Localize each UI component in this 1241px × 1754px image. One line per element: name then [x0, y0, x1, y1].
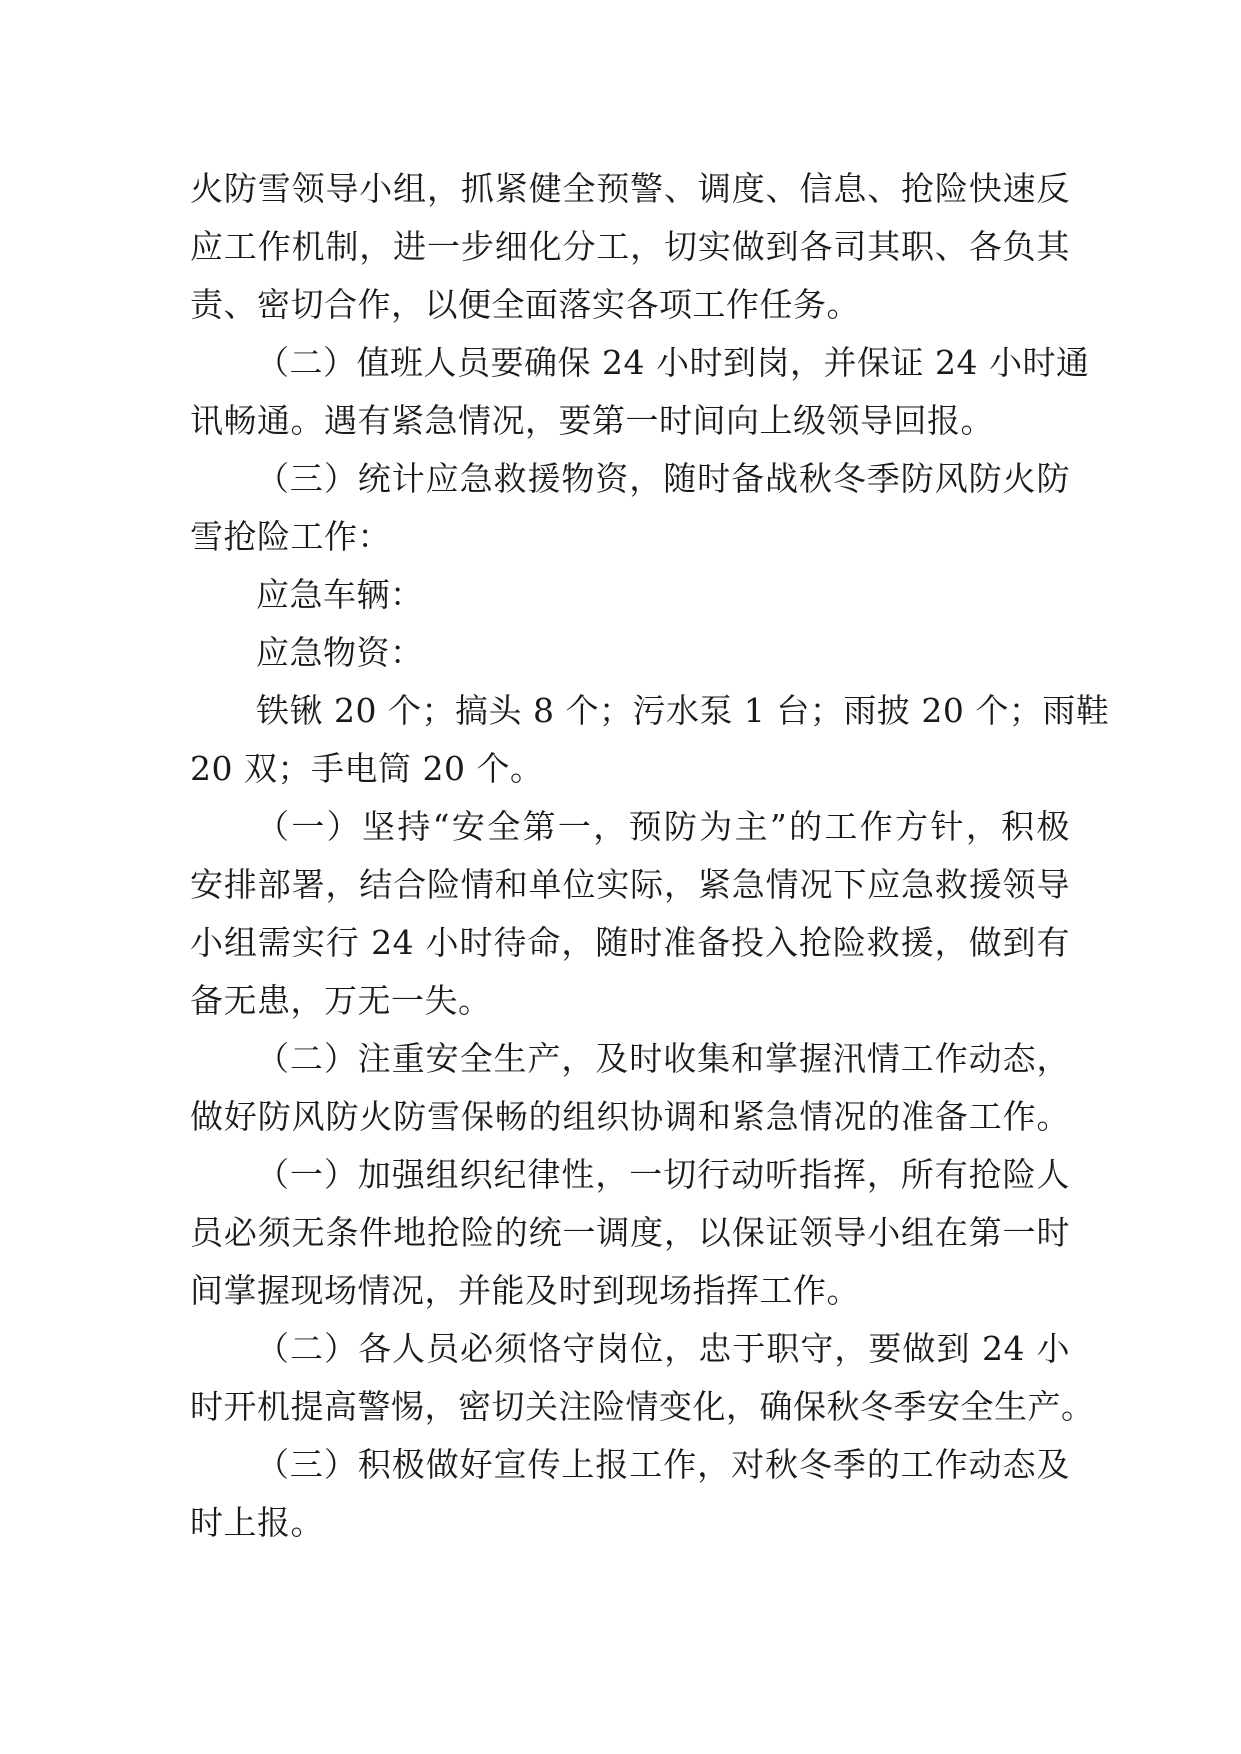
- paragraph-first-line: 铁锹 20 个；搞头 8 个；污水泵 1 台；雨披 20 个；雨鞋: [256, 691, 1110, 730]
- paragraph-first-line: （一）加强组织纪律性，一切行动听指挥，所有抢险人: [256, 1155, 1070, 1194]
- text-line: 安排部署，结合险情和单位实际，紧急情况下应急救援领导: [190, 865, 1070, 904]
- paragraph-first-line: （二）注重安全生产，及时收集和掌握汛情工作动态，: [256, 1039, 1070, 1078]
- paragraph-first-line: （三）统计应急救援物资，随时备战秋冬季防风防火防: [256, 459, 1070, 498]
- paragraph-first-line: 应急车辆：: [256, 575, 424, 614]
- text-line: 时上报。: [190, 1503, 324, 1542]
- paragraph-first-line: （二）各人员必须恪守岗位，忠于职守，要做到 24 小: [256, 1329, 1070, 1368]
- text-line: 讯畅通。遇有紧急情况，要第一时间向上级领导回报。: [190, 401, 994, 440]
- paragraph-first-line: （二）值班人员要确保 24 小时到岗，并保证 24 小时通: [256, 343, 1090, 382]
- paragraph-first-line: （一）坚持“安全第一，预防为主”的工作方针，积极: [256, 807, 1070, 846]
- paragraph-first-line: （三）积极做好宣传上报工作，对秋冬季的工作动态及: [256, 1445, 1070, 1484]
- text-line: 备无患，万无一失。: [190, 981, 492, 1020]
- text-line: 小组需实行 24 小时待命，随时准备投入抢险救援，做到有: [190, 923, 1070, 962]
- text-line: 时开机提高警惕，密切关注险情变化，确保秋冬季安全生产。: [190, 1387, 1095, 1426]
- paragraph-first-line: 应急物资：: [256, 633, 424, 672]
- text-line: 应工作机制，进一步细化分工，切实做到各司其职、各负其: [190, 227, 1070, 266]
- text-line: 20 双；手电筒 20 个。: [190, 749, 544, 788]
- text-line: 火防雪领导小组，抓紧健全预警、调度、信息、抢险快速反: [190, 169, 1070, 208]
- text-line: 做好防风防火防雪保畅的组织协调和紧急情况的准备工作。: [190, 1097, 1070, 1136]
- text-line: 雪抢险工作：: [190, 517, 391, 556]
- text-line: 责、密切合作，以便全面落实各项工作任务。: [190, 285, 860, 324]
- text-line: 员必须无条件地抢险的统一调度，以保证领导小组在第一时: [190, 1213, 1070, 1252]
- text-line: 间掌握现场情况，并能及时到现场指挥工作。: [190, 1271, 860, 1310]
